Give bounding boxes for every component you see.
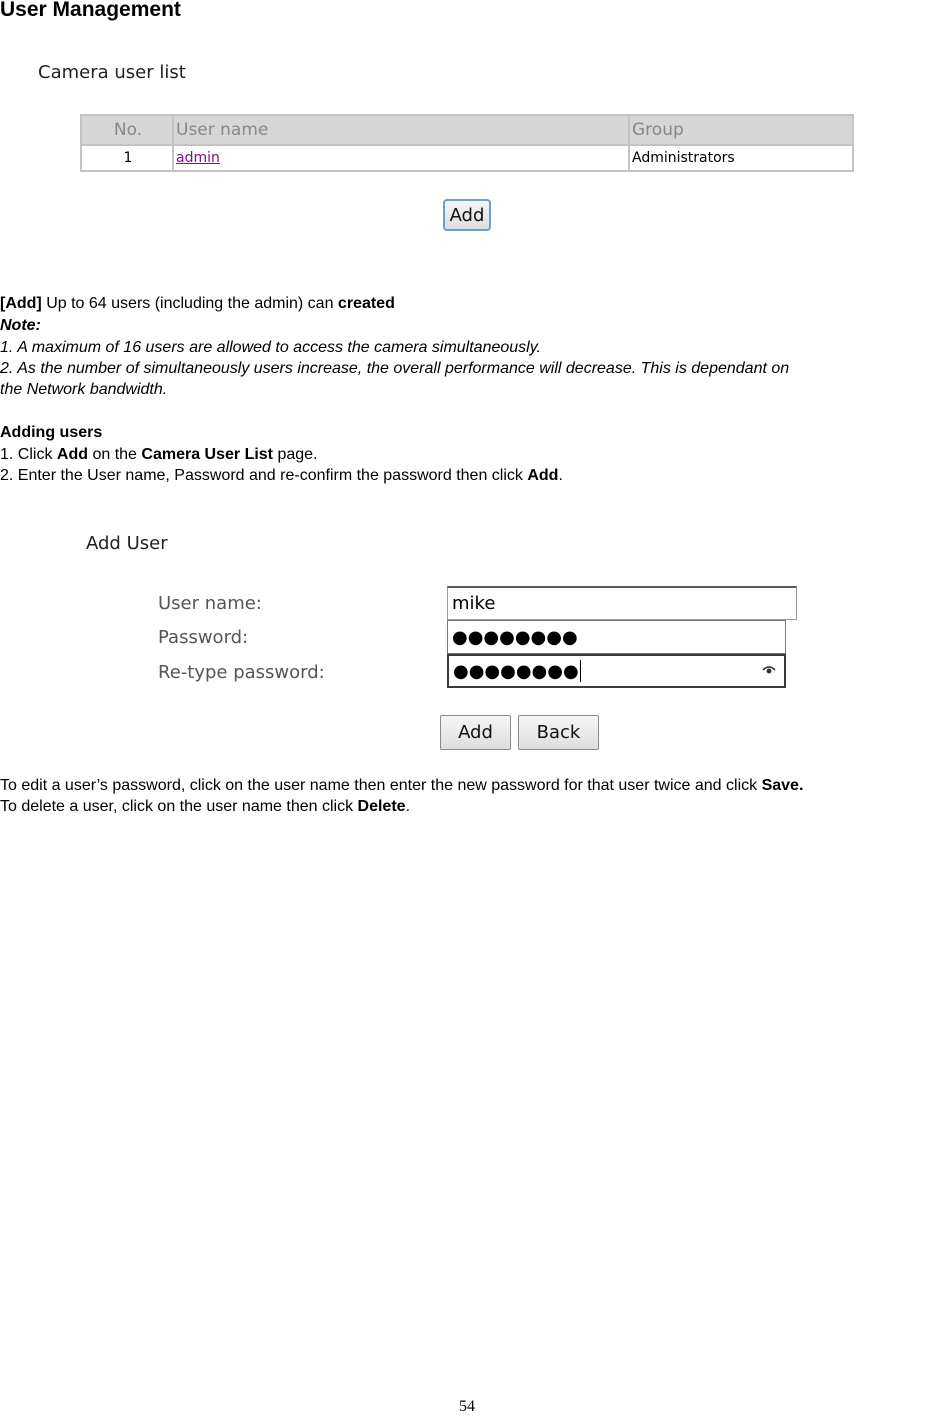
adding-step-2: 2. Enter the User name, Password and re-confirm the password then click Add. bbox=[0, 467, 563, 484]
user-no-cell: 1 bbox=[81, 145, 173, 171]
add-user-heading: Add User bbox=[86, 533, 168, 554]
password-label: Password: bbox=[158, 627, 249, 648]
retype-password-field[interactable] bbox=[447, 654, 786, 688]
edit-instructions: To edit a user’s password, click on the user name then enter the new password for that user twice and click Save. bbox=[0, 777, 804, 794]
note-label: Note: bbox=[0, 317, 41, 334]
delete-instructions: To delete a user, click on the user name then click Delete. bbox=[0, 798, 411, 815]
user-name-link[interactable]: admin bbox=[176, 150, 220, 166]
password-value: ●●●●●●●● bbox=[452, 626, 578, 648]
table-header-row bbox=[81, 115, 853, 145]
column-header-group: Group bbox=[629, 115, 853, 145]
column-header-no: No. bbox=[81, 115, 173, 145]
camera-user-list-heading: Camera user list bbox=[38, 62, 186, 83]
adding-step-1: 1. Click Add on the Camera User List page. bbox=[0, 446, 318, 463]
note-item-1: 1. A maximum of 16 users are allowed to access the camera simultaneously. bbox=[0, 339, 541, 356]
retype-password-value: ●●●●●●●● bbox=[453, 660, 579, 682]
text-cursor bbox=[580, 660, 581, 682]
note-item-2-cont: the Network bandwidth. bbox=[0, 381, 168, 398]
adding-users-heading: Adding users bbox=[0, 424, 103, 441]
username-label: User name: bbox=[158, 593, 262, 614]
table-row bbox=[81, 145, 853, 171]
column-header-user-name: User name bbox=[173, 115, 629, 145]
add-text-bold: created bbox=[337, 295, 395, 312]
username-value: mike bbox=[452, 593, 496, 614]
password-field[interactable] bbox=[447, 620, 786, 654]
add-button[interactable]: Add bbox=[440, 715, 511, 750]
username-field[interactable] bbox=[447, 586, 797, 620]
user-name-cell bbox=[173, 145, 629, 171]
back-button[interactable]: Back bbox=[518, 715, 599, 750]
add-user-button[interactable]: Add bbox=[443, 199, 491, 231]
camera-user-table bbox=[80, 114, 854, 172]
note-item-2: 2. As the number of simultaneously users increase, the overall performance will decrease. This is dependant on bbox=[0, 360, 790, 377]
user-group-cell: Administrators bbox=[629, 145, 853, 171]
reveal-password-icon[interactable] bbox=[762, 665, 776, 675]
add-label: [Add] bbox=[0, 295, 42, 312]
retype-password-label: Re-type password: bbox=[158, 662, 325, 683]
add-description bbox=[0, 293, 395, 314]
page-number: 54 bbox=[459, 1398, 475, 1415]
add-text: Up to 64 users (including the admin) can bbox=[41, 295, 338, 312]
page-title: User Management bbox=[0, 0, 181, 21]
